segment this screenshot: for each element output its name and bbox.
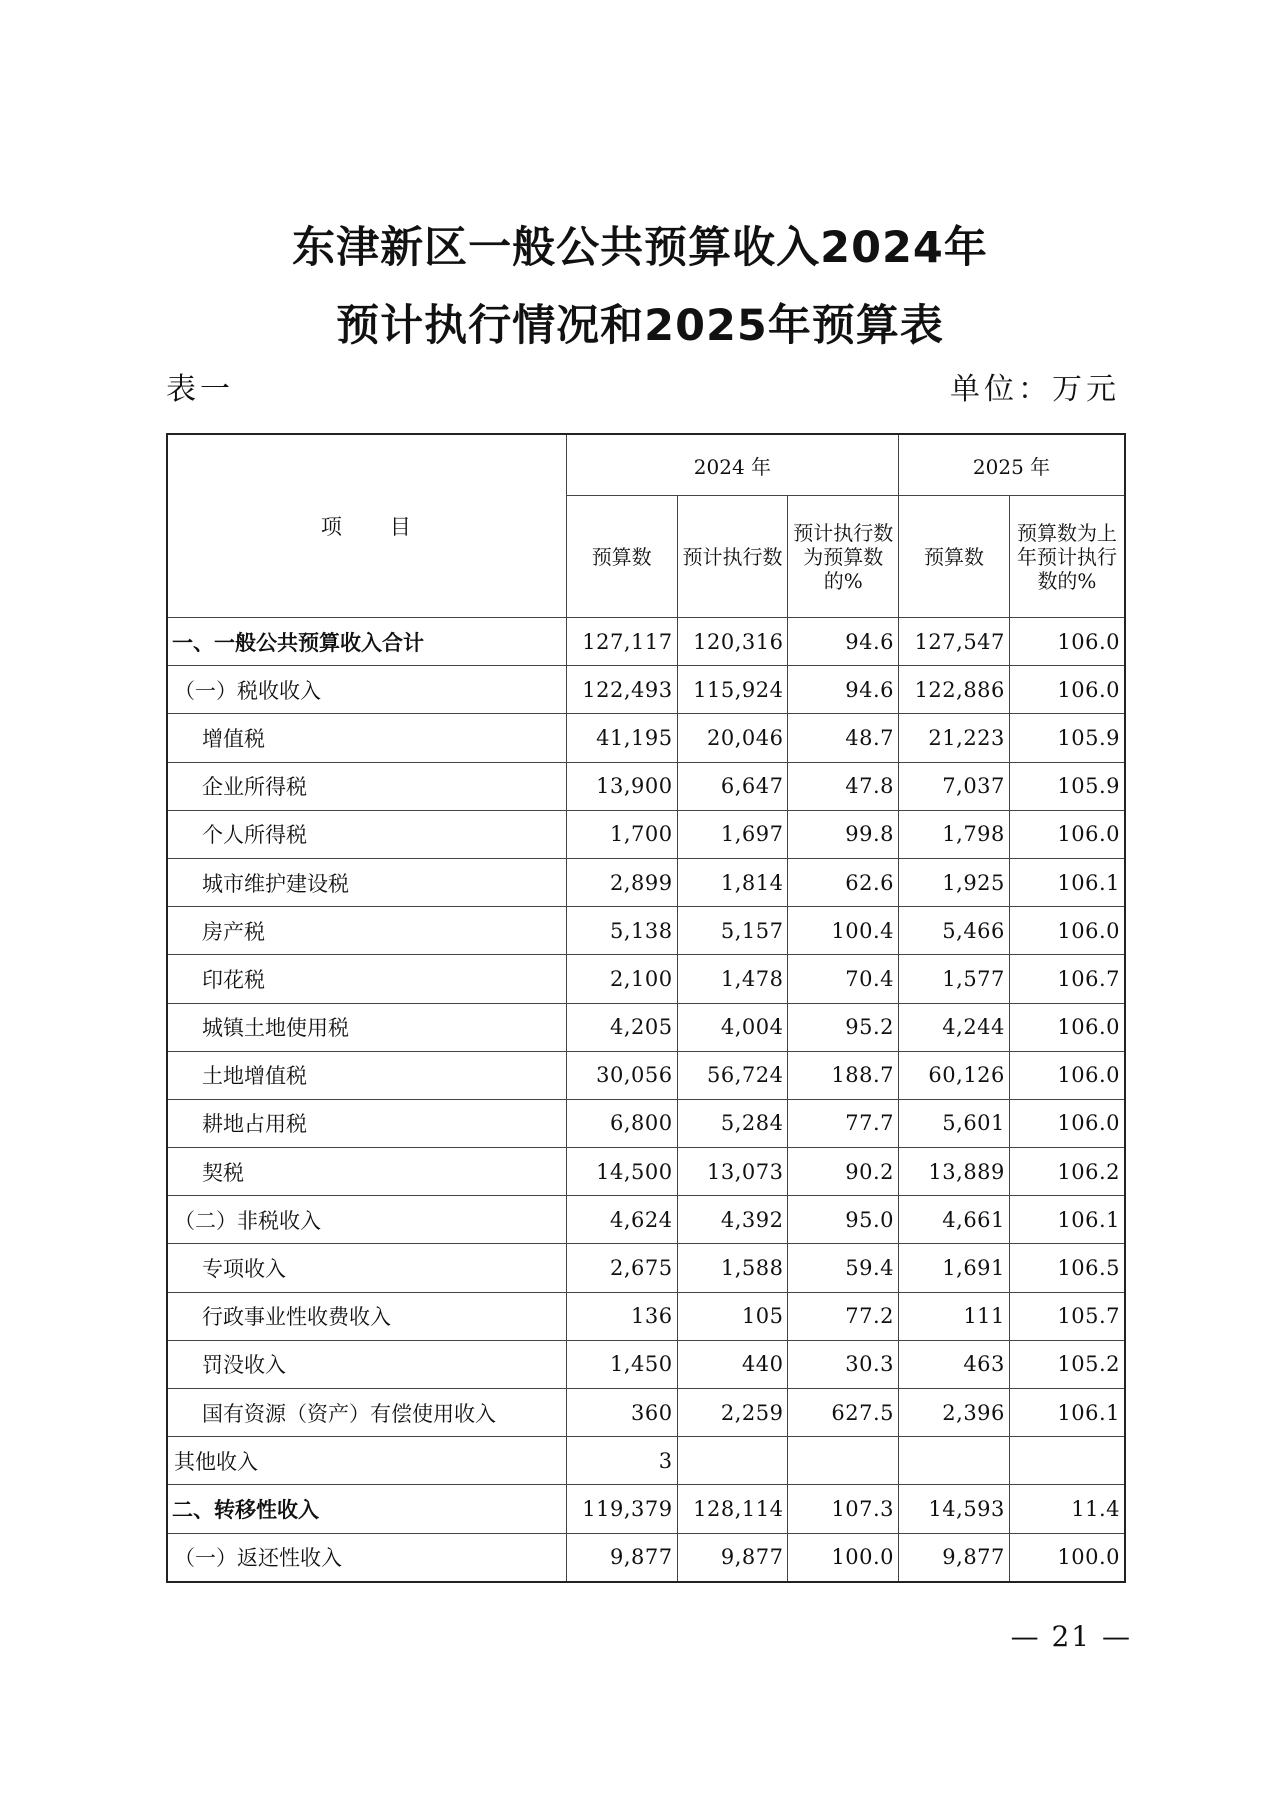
cell-budget-2024: 4,624 (566, 1196, 677, 1244)
cell-budget-pct: 106.0 (1009, 1051, 1125, 1099)
table-row (167, 858, 1125, 906)
cell-estimated-exec: 6,647 (677, 762, 788, 810)
table-row (167, 1003, 1125, 1051)
row-name: （一）返还性收入 (167, 1533, 566, 1582)
cell-budget-pct: 106.0 (1009, 810, 1125, 858)
cell-budget-2024: 41,195 (566, 714, 677, 762)
cell-estimated-exec: 105 (677, 1292, 788, 1340)
cell-exec-pct: 48.7 (788, 714, 899, 762)
cell-budget-2025: 122,886 (899, 666, 1010, 714)
cell-budget-2025: 4,661 (899, 1196, 1010, 1244)
cell-exec-pct: 62.6 (788, 858, 899, 906)
cell-budget-2024: 122,493 (566, 666, 677, 714)
cell-budget-pct: 105.2 (1009, 1340, 1125, 1388)
cell-budget-pct: 106.1 (1009, 1196, 1125, 1244)
table-row (167, 1389, 1125, 1437)
table-row (167, 1196, 1125, 1244)
table-row (167, 1244, 1125, 1292)
cell-budget-2025: 21,223 (899, 714, 1010, 762)
table-row (167, 1099, 1125, 1147)
cell-budget-2024: 360 (566, 1389, 677, 1437)
table-row (167, 1292, 1125, 1340)
budget-table (166, 433, 1126, 1583)
table-row (167, 907, 1125, 955)
cell-budget-2024: 30,056 (566, 1051, 677, 1099)
row-name: 个人所得税 (167, 810, 566, 858)
cell-budget-pct: 106.0 (1009, 666, 1125, 714)
header-estimated-exec: 预计执行数 (677, 496, 788, 618)
table-label: 表一 (166, 372, 234, 407)
cell-budget-2025: 5,601 (899, 1099, 1010, 1147)
cell-budget-pct: 106.2 (1009, 1148, 1125, 1196)
cell-estimated-exec: 1,697 (677, 810, 788, 858)
cell-estimated-exec: 9,877 (677, 1533, 788, 1582)
cell-budget-2025: 60,126 (899, 1051, 1010, 1099)
row-name: （一）税收收入 (167, 666, 566, 714)
cell-budget-2024: 1,700 (566, 810, 677, 858)
cell-budget-2025: 14,593 (899, 1485, 1010, 1533)
cell-budget-2025: 2,396 (899, 1389, 1010, 1437)
cell-estimated-exec: 1,588 (677, 1244, 788, 1292)
row-name: 城市维护建设税 (167, 858, 566, 906)
row-name: 印花税 (167, 955, 566, 1003)
cell-estimated-exec: 2,259 (677, 1389, 788, 1437)
cell-exec-pct: 77.7 (788, 1099, 899, 1147)
cell-exec-pct: 94.6 (788, 618, 899, 666)
cell-estimated-exec: 128,114 (677, 1485, 788, 1533)
table-row (167, 762, 1125, 810)
table-row (167, 1437, 1125, 1485)
cell-estimated-exec: 5,157 (677, 907, 788, 955)
cell-budget-2024: 2,899 (566, 858, 677, 906)
row-name: 城镇土地使用税 (167, 1003, 566, 1051)
table-row (167, 618, 1125, 666)
cell-estimated-exec: 120,316 (677, 618, 788, 666)
cell-budget-2025: 13,889 (899, 1148, 1010, 1196)
cell-budget-pct: 106.7 (1009, 955, 1125, 1003)
cell-budget-2025: 111 (899, 1292, 1010, 1340)
cell-estimated-exec: 13,073 (677, 1148, 788, 1196)
cell-budget-pct: 100.0 (1009, 1533, 1125, 1582)
cell-budget-pct: 105.9 (1009, 762, 1125, 810)
unit-label: 单位：万元 (950, 372, 1120, 407)
cell-budget-pct: 106.1 (1009, 858, 1125, 906)
page-number: — 21 — (1010, 1620, 1132, 1653)
cell-estimated-exec: 1,478 (677, 955, 788, 1003)
cell-budget-2024: 14,500 (566, 1148, 677, 1196)
cell-estimated-exec: 4,392 (677, 1196, 788, 1244)
cell-budget-2025 (899, 1437, 1010, 1485)
cell-exec-pct: 95.2 (788, 1003, 899, 1051)
table-row (167, 666, 1125, 714)
cell-exec-pct: 30.3 (788, 1340, 899, 1388)
cell-exec-pct: 627.5 (788, 1389, 899, 1437)
cell-budget-2024: 6,800 (566, 1099, 677, 1147)
cell-exec-pct: 90.2 (788, 1148, 899, 1196)
cell-budget-pct: 11.4 (1009, 1485, 1125, 1533)
row-name: （二）非税收入 (167, 1196, 566, 1244)
cell-exec-pct: 70.4 (788, 955, 899, 1003)
cell-budget-pct: 106.1 (1009, 1389, 1125, 1437)
cell-budget-pct (1009, 1437, 1125, 1485)
header-year-2024: 2024 年 (566, 434, 898, 496)
document-title-line-2: 预计执行情况和2025年预算表 (336, 301, 944, 351)
table-row (167, 955, 1125, 1003)
cell-budget-2024: 136 (566, 1292, 677, 1340)
row-name: 其他收入 (167, 1437, 566, 1485)
table-row (167, 1485, 1125, 1533)
cell-budget-2024: 2,100 (566, 955, 677, 1003)
cell-budget-2025: 7,037 (899, 762, 1010, 810)
header-exec-pct: 预计执行数为预算数的% (788, 496, 899, 618)
row-name: 契税 (167, 1148, 566, 1196)
cell-budget-2025: 1,798 (899, 810, 1010, 858)
cell-estimated-exec (677, 1437, 788, 1485)
table-row (167, 1340, 1125, 1388)
cell-budget-2024: 13,900 (566, 762, 677, 810)
cell-exec-pct: 59.4 (788, 1244, 899, 1292)
cell-budget-2025: 9,877 (899, 1533, 1010, 1582)
cell-estimated-exec: 5,284 (677, 1099, 788, 1147)
cell-budget-pct: 106.0 (1009, 1003, 1125, 1051)
header-year-2025: 2025 年 (899, 434, 1125, 496)
cell-budget-2024: 5,138 (566, 907, 677, 955)
row-name: 国有资源（资产）有偿使用收入 (167, 1389, 566, 1437)
header-item: 项 目 (167, 434, 566, 618)
cell-budget-2025: 4,244 (899, 1003, 1010, 1051)
cell-budget-pct: 106.5 (1009, 1244, 1125, 1292)
row-name: 一、一般公共预算收入合计 (167, 618, 566, 666)
cell-budget-2025: 127,547 (899, 618, 1010, 666)
cell-budget-pct: 105.7 (1009, 1292, 1125, 1340)
cell-budget-2024: 127,117 (566, 618, 677, 666)
row-name: 增值税 (167, 714, 566, 762)
cell-budget-2024: 9,877 (566, 1533, 677, 1582)
cell-budget-2024: 4,205 (566, 1003, 677, 1051)
cell-budget-2024: 2,675 (566, 1244, 677, 1292)
cell-estimated-exec: 20,046 (677, 714, 788, 762)
cell-exec-pct: 94.6 (788, 666, 899, 714)
cell-estimated-exec: 56,724 (677, 1051, 788, 1099)
row-name: 土地增值税 (167, 1051, 566, 1099)
cell-budget-2025: 1,691 (899, 1244, 1010, 1292)
row-name: 二、转移性收入 (167, 1485, 566, 1533)
document-title-line-1: 东津新区一般公共预算收入2024年 (292, 223, 988, 273)
cell-exec-pct: 100.4 (788, 907, 899, 955)
table-row (167, 810, 1125, 858)
cell-estimated-exec: 4,004 (677, 1003, 788, 1051)
row-name: 罚没收入 (167, 1340, 566, 1388)
row-name: 耕地占用税 (167, 1099, 566, 1147)
cell-exec-pct: 107.3 (788, 1485, 899, 1533)
cell-budget-2025: 1,577 (899, 955, 1010, 1003)
row-name: 行政事业性收费收入 (167, 1292, 566, 1340)
cell-budget-2025: 1,925 (899, 858, 1010, 906)
cell-budget-2025: 463 (899, 1340, 1010, 1388)
table-row (167, 1051, 1125, 1099)
row-name: 企业所得税 (167, 762, 566, 810)
cell-budget-2024: 3 (566, 1437, 677, 1485)
table-row (167, 714, 1125, 762)
cell-exec-pct (788, 1437, 899, 1485)
table-row (167, 1533, 1125, 1582)
cell-exec-pct: 77.2 (788, 1292, 899, 1340)
cell-exec-pct: 188.7 (788, 1051, 899, 1099)
row-name: 专项收入 (167, 1244, 566, 1292)
header-budget-2024: 预算数 (566, 496, 677, 618)
table-row (167, 1148, 1125, 1196)
cell-budget-pct: 106.0 (1009, 1099, 1125, 1147)
cell-exec-pct: 100.0 (788, 1533, 899, 1582)
cell-budget-pct: 106.0 (1009, 907, 1125, 955)
cell-estimated-exec: 440 (677, 1340, 788, 1388)
header-budget-pct: 预算数为上年预计执行数的% (1009, 496, 1125, 618)
row-name: 房产税 (167, 907, 566, 955)
cell-budget-pct: 106.0 (1009, 618, 1125, 666)
cell-exec-pct: 99.8 (788, 810, 899, 858)
cell-budget-2025: 5,466 (899, 907, 1010, 955)
cell-budget-2024: 1,450 (566, 1340, 677, 1388)
cell-exec-pct: 47.8 (788, 762, 899, 810)
cell-exec-pct: 95.0 (788, 1196, 899, 1244)
cell-budget-2024: 119,379 (566, 1485, 677, 1533)
cell-estimated-exec: 115,924 (677, 666, 788, 714)
cell-budget-pct: 105.9 (1009, 714, 1125, 762)
table-body (167, 618, 1125, 1582)
cell-estimated-exec: 1,814 (677, 858, 788, 906)
header-budget-2025: 预算数 (899, 496, 1010, 618)
